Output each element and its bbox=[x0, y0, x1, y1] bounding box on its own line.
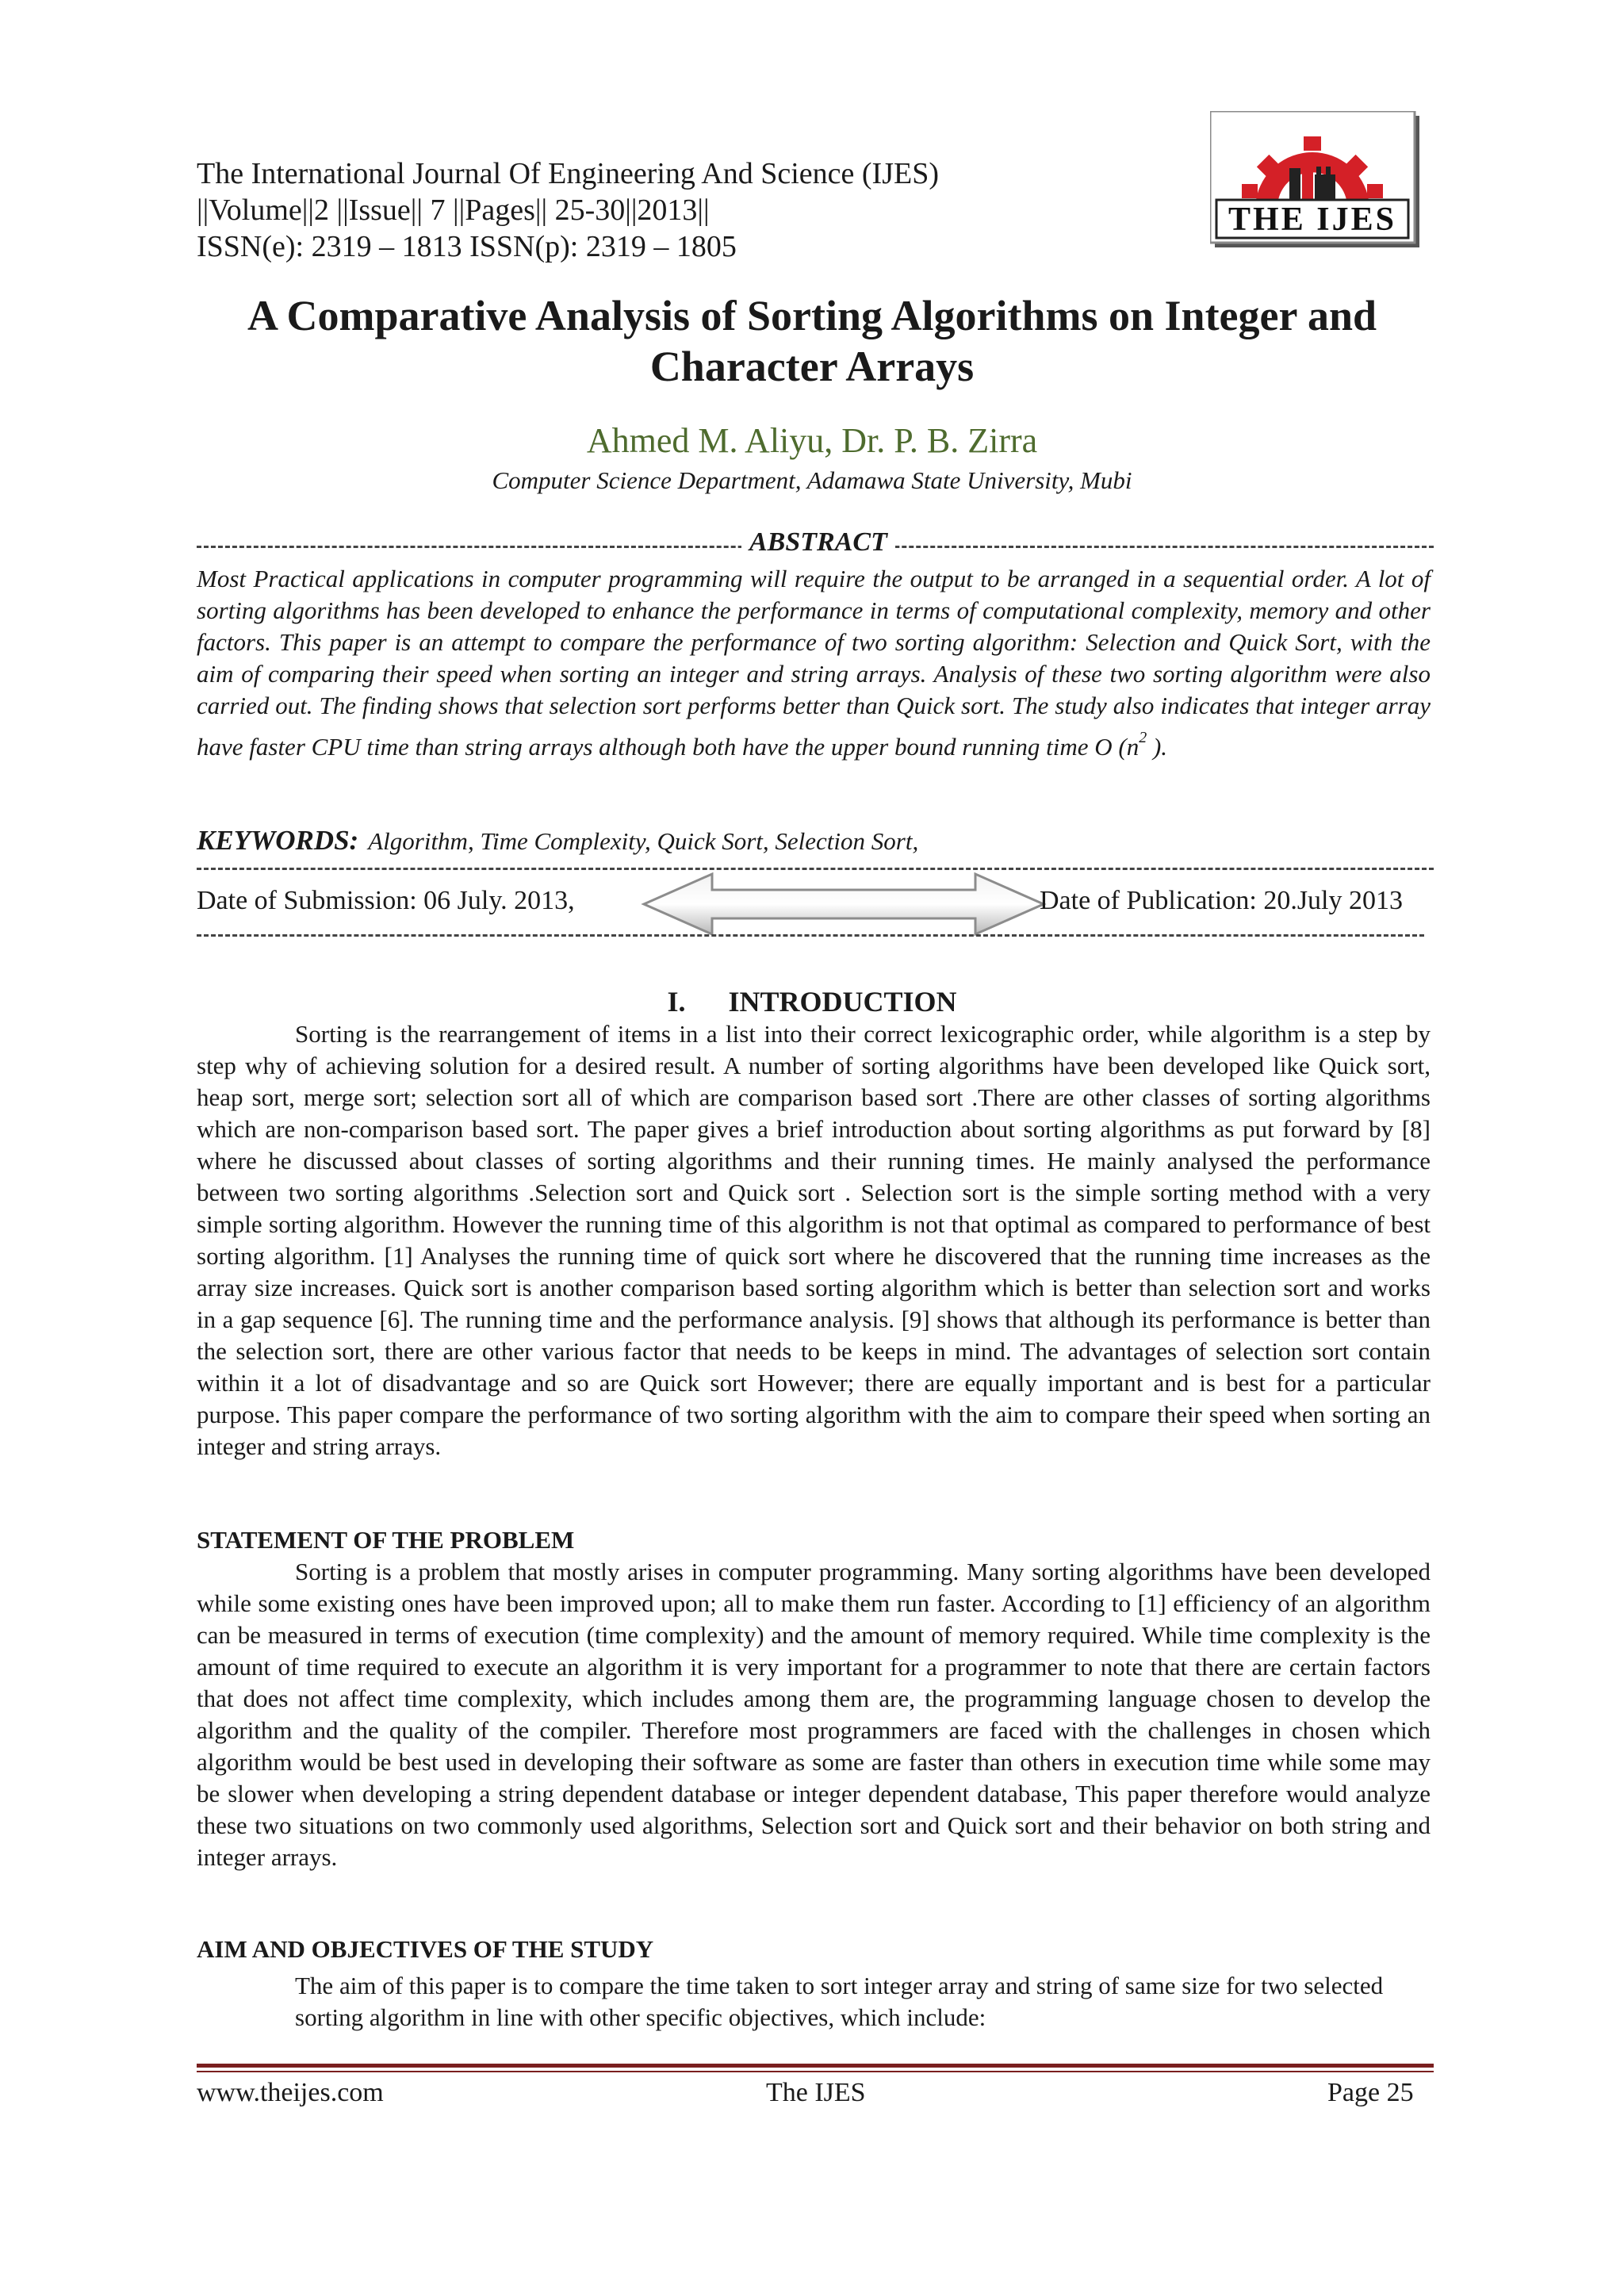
footer-website: www.theijes.com bbox=[197, 2078, 384, 2107]
introduction-heading bbox=[159, 985, 1465, 1018]
journal-volume: ||Volume||2 ||Issue|| 7 ||Pages|| 25-30||2013|| bbox=[197, 194, 710, 227]
statement-heading: STATEMENT OF THE PROBLEM bbox=[197, 1526, 575, 1554]
statement-text: Sorting is a problem that mostly arises in computer programming. Many sorting algorithms have been developed while some existing ones have been improved upon; all to make them run faster. According to [1] efficiency of an algorithm can be measured in terms of execution (time complexity) and the amount of memory required. While time complexity is the amount of time required to execute an algorithm it is very important for a programmer to note that there are certain factors that does not affect time complexity, which includes among them are, the programming language chosen to develop the algorithm and the quality of the compiler. Therefore most programmers are faced with the challenges in chosen which algorithm would be best used in developing their software as some are faster than others in execution time while some may be slower when developing a string dependent database or integer dependent database, This paper therefore would analyze these two situations on two commonly used algorithms, Selection sort and Quick sort and their behavior on both string and integer arrays. bbox=[197, 1558, 1431, 1871]
paper-title: A Comparative Analysis of Sorting Algorithms on Integer and Character Arrays bbox=[247, 292, 1377, 390]
introduction-text: Sorting is the rearrangement of items in a list into their correct lexicographic order, while algorithm is a step by step why of achieving solution for a desired result. A number of sorting algorithms have been developed like Quick sort, heap sort, merge sort; selection sort all of which are comparison based sort .There are other classes of sorting algorithms which are non-comparison based sort. The paper gives a brief introduction about sorting algorithms as put forward by [8] where he discussed about classes of sorting algorithms and their running times. He mainly analysed the performance between two sorting algorithms .Selection sort and Quick sort . Selection sort is the simple sorting method with a very simple sorting algorithm. However the running time of this algorithm is not that optimal as compared to performance of best sorting algorithm. [1] Analyses the running time of quick sort where he discovered that the running time increases as the array size increases. Quick sort is another comparison based sorting algorithm which is better than selection sort and works in a gap sequence [6]. The running time and the performance analysis. [9] shows that although its performance is better than the selection sort, there are other various factor that needs to be keeps in mind. The advantages of selection sort contain within it a lot of disadvantage and so are Quick sort However; there are equally important and is best for a particular purpose. This paper compare the performance of two sorting algorithm with the aim to compare their speed when sorting an integer and string arrays. bbox=[197, 1020, 1431, 1460]
introduction-paragraph bbox=[197, 1018, 1431, 1462]
abstract-superscript: 2 bbox=[1139, 729, 1147, 746]
abstract-body: Most Practical applications in computer programming will require the output to be arranged in a sequential order. A lot of sorting algorithms has been developed to enhance the performance in terms of computational complexity, memory and other factors. This paper is an attempt to compare the performance of two sorting algorithm: Selection and Quick Sort, with the aim of comparing their speed when sorting an integer and string arrays. Analysis of these two sorting algorithm were also carried out. The finding shows that selection sort performs better than Quick sort. The study also indicates that integer array have faster CPU time than string arrays although both have the upper bound running time O (n bbox=[197, 565, 1431, 761]
journal-name: The International Journal Of Engineering And Science (IJES) bbox=[197, 157, 939, 190]
abstract-label: ABSTRACT bbox=[741, 527, 895, 558]
dates-divider-bottom bbox=[197, 934, 1424, 937]
keywords-list: Algorithm, Time Complexity, Quick Sort, Selection Sort, bbox=[368, 827, 919, 855]
footer-rule bbox=[197, 2064, 1434, 2068]
date-of-submission: Date of Submission: 06 July. 2013, bbox=[197, 886, 575, 915]
date-of-publication: Date of Publication: 20.July 2013 bbox=[1040, 886, 1404, 915]
keywords-label: KEYWORDS: bbox=[197, 825, 359, 856]
ijes-logo bbox=[1210, 111, 1423, 251]
section-title: INTRODUCTION bbox=[728, 986, 957, 1018]
aim-heading: AIM AND OBJECTIVES OF THE STUDY bbox=[197, 1935, 654, 1963]
abstract-end: ). bbox=[1152, 733, 1168, 761]
abstract-text bbox=[197, 563, 1431, 763]
aim-paragraph: The aim of this paper is to compare the time taken to sort integer array and string of same size for two selected sorting algorithm in line with other specific objectives, which include: bbox=[295, 1972, 1384, 2031]
paper-authors: Ahmed M. Aliyu, Dr. P. B. Zirra bbox=[586, 421, 1038, 460]
footer-rule-thin bbox=[197, 2071, 1434, 2072]
footer-journal: The IJES bbox=[766, 2078, 866, 2107]
journal-issn: ISSN(e): 2319 – 1813 ISSN(p): 2319 – 1805 bbox=[197, 230, 737, 263]
double-arrow-icon bbox=[641, 871, 1047, 937]
keywords bbox=[197, 825, 918, 857]
footer-page-number: Page 25 bbox=[1327, 2078, 1414, 2107]
section-number: I. bbox=[667, 986, 686, 1018]
journal-info bbox=[197, 155, 939, 265]
statement-paragraph bbox=[197, 1556, 1431, 1873]
logo-text: THE IJES bbox=[1228, 201, 1396, 238]
author-affiliation: Computer Science Department, Adamawa State University, Mubi bbox=[492, 466, 1132, 494]
dates-divider-top bbox=[197, 868, 1434, 870]
